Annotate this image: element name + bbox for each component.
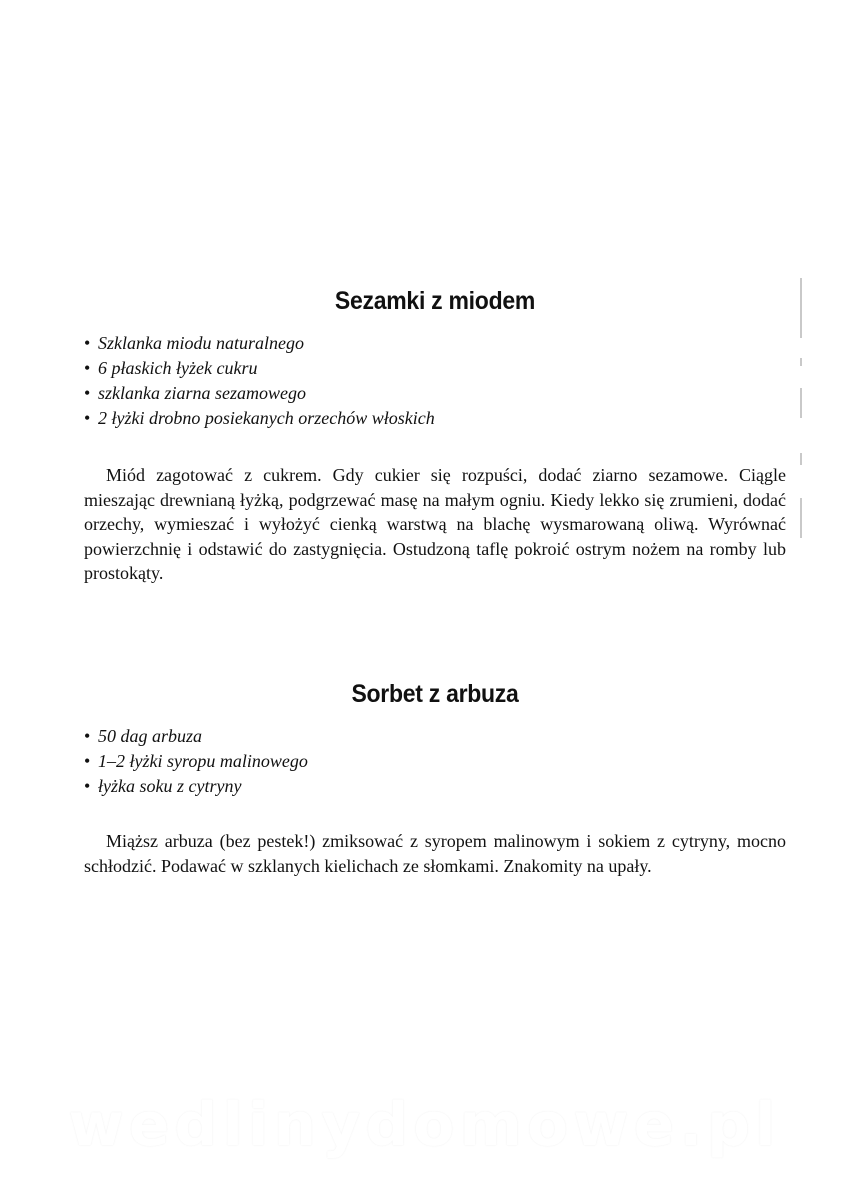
- recipe-sezamki: [84, 283, 786, 586]
- recipe-title: Sorbet z arbuza: [351, 680, 519, 708]
- watermark: wedlinydomowe.pl: [68, 1090, 781, 1160]
- bullet-icon: •: [84, 726, 91, 746]
- bullet-icon: •: [84, 776, 91, 796]
- ingredient-item: • 50 dag arbuza: [84, 724, 786, 749]
- ingredient-item: • 2 łyżki drobno posiekanych orzechów włoskich: [84, 406, 786, 431]
- recipe-sorbet: [84, 676, 786, 878]
- recipe-title: Sezamki z miodem: [334, 287, 536, 315]
- recipe-method: Miąższ arbuza (bez pestek!) zmiksować z syropem malinowym i sokiem z cytryny, mocno schłodzić. Podawać w szklanych kielichach ze słomkami. Znakomity na upały.: [84, 831, 786, 876]
- bullet-icon: •: [84, 333, 91, 353]
- ingredient-item: • 1–2 łyżki syropu malinowego: [84, 749, 786, 774]
- ingredient-item: • 6 płaskich łyżek cukru: [84, 356, 786, 381]
- ingredient-item: • szklanka ziarna sezamowego: [84, 381, 786, 406]
- bullet-icon: •: [84, 751, 91, 771]
- bullet-icon: •: [84, 408, 91, 428]
- ingredient-item: • łyżka soku z cytryny: [84, 774, 786, 799]
- ingredient-list: [84, 724, 786, 799]
- recipe-method: Miód zagotować z cukrem. Gdy cukier się rozpuści, dodać ziarno sezamowe. Ciągle mieszając drewnianą łyżką, podgrzewać masę na małym ogniu. Kiedy lekko się zrumieni, dodać orzechy, wymieszać i wyłożyć cienką warstwą na blachę wysmarowaną oliwą. Wyrównać powierzchnię i odstawić do zastygnięcia. Ostudzoną taflę pokroić ostrym nożem na romby lub prostokąty.: [84, 465, 786, 583]
- bullet-icon: •: [84, 358, 91, 378]
- scan-edge-marks: [796, 278, 808, 548]
- ingredient-list: [84, 331, 786, 431]
- bullet-icon: •: [84, 383, 91, 403]
- ingredient-item: • Szklanka miodu naturalnego: [84, 331, 786, 356]
